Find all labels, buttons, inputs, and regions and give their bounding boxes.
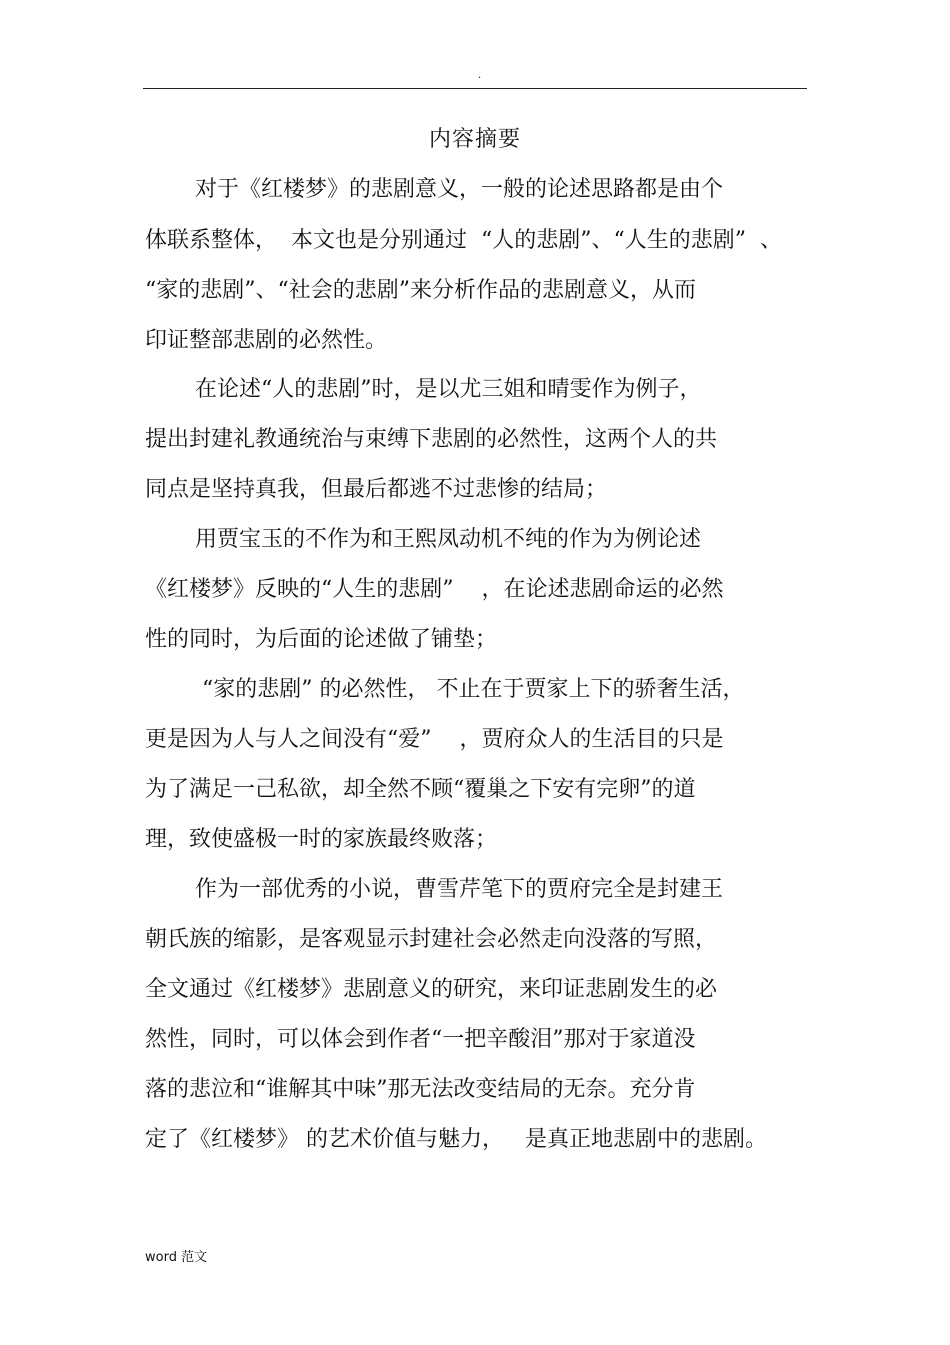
paragraph-line: 《红楼梦》反映的“人生的悲剧” ，在论述悲剧命运的必然 xyxy=(145,577,724,602)
paragraph-line: 然性，同时，可以体会到作者“一把辛酸泪”那对于家道没 xyxy=(145,1027,696,1052)
paragraph-line: 提出封建礼教通统治与束缚下悲剧的必然性，这两个人的共 xyxy=(145,427,718,452)
header-mark: . xyxy=(478,70,482,81)
page-title: 内容摘要 xyxy=(428,127,521,152)
paragraph-line: “家的悲剧” 的必然性， 不止在于贾家上下的骄奢生活， xyxy=(195,677,745,702)
paragraph-line: 定了《红楼梦》 的艺术价值与魅力， 是真正地悲剧中的悲剧。 xyxy=(145,1127,767,1152)
paragraph-line: 体联系整体， 本文也是分别通过 “人的悲剧”、“人生的悲剧” 、 xyxy=(145,228,782,253)
paragraph-line: 性的同时，为后面的论述做了铺垫； xyxy=(145,627,498,652)
header-rule xyxy=(143,88,807,89)
paragraph-line: 同点是坚持真我，但最后都逃不过悲惨的结局； xyxy=(145,477,608,502)
paragraph-line: 更是因为人与人之间没有“爱” ，贾府众人的生活目的只是 xyxy=(145,727,724,752)
paragraph-line: 印证整部悲剧的必然性。 xyxy=(145,328,388,353)
paragraph-line: 在论述“人的悲剧”时，是以尤三姐和晴雯作为例子， xyxy=(195,377,702,402)
footer-label: word 范文 xyxy=(145,1250,208,1265)
paragraph-line: 为了满足一己私欲，却全然不顾“覆巢之下安有完卵”的道 xyxy=(145,777,696,802)
paragraph-line: 落的悲泣和“谁解其中味”那无法改变结局的无奈。充分肯 xyxy=(145,1077,696,1102)
paragraph-line: 全文通过《红楼梦》悲剧意义的研究，来印证悲剧发生的必 xyxy=(145,977,718,1002)
paragraph-line: 用贾宝玉的不作为和王熙凤动机不纯的作为为例论述 xyxy=(195,527,702,552)
paragraph-line: 作为一部优秀的小说，曹雪芹笔下的贾府完全是封建王 xyxy=(195,877,724,902)
paragraph-line: 朝氏族的缩影，是客观显示封建社会必然走向没落的写照， xyxy=(145,927,718,952)
paragraph-line: 理，致使盛极一时的家族最终败落； xyxy=(145,827,498,852)
paragraph-line: “家的悲剧”、“社会的悲剧”来分析作品的悲剧意义，从而 xyxy=(145,278,696,303)
paragraph-line: 对于《红楼梦》的悲剧意义，一般的论述思路都是由个 xyxy=(195,177,724,202)
